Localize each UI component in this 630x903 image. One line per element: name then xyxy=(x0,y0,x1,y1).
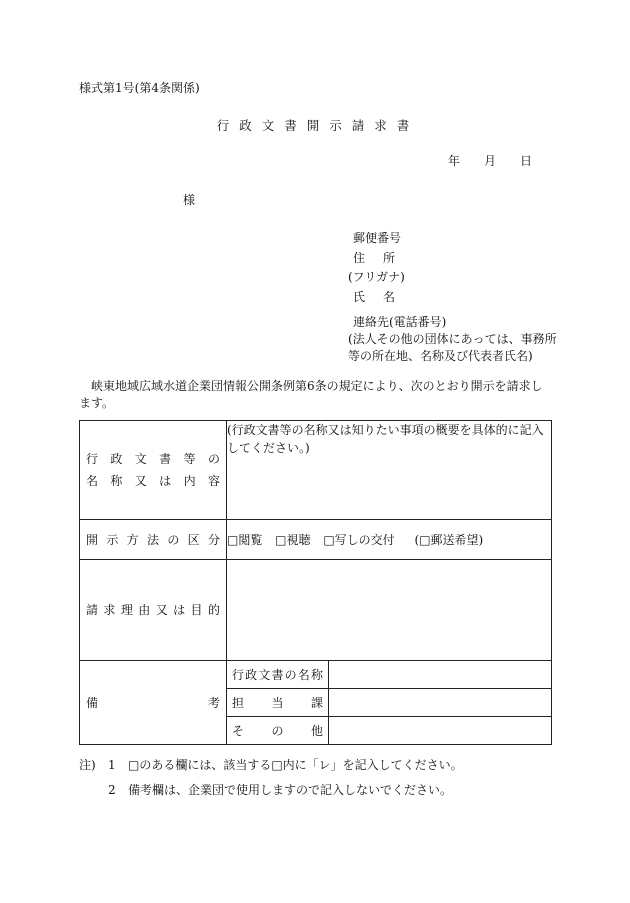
furigana-label: (フリガナ) xyxy=(348,270,405,284)
date-line xyxy=(448,153,532,169)
remarks-detail-cell xyxy=(227,661,552,745)
applicant-block xyxy=(348,229,557,365)
option-copy-checkbox[interactable]: □写しの交付 xyxy=(323,533,395,547)
date-day: 日 xyxy=(520,154,533,168)
method-label-cell xyxy=(80,520,227,560)
remarks-doc-name-value xyxy=(329,661,552,689)
addressee: 様 xyxy=(183,193,196,207)
method-label: 開 示 方 法 の 区 分 xyxy=(86,532,220,547)
page-title: 行政文書開示請求書 xyxy=(216,118,420,133)
remarks-inner-table xyxy=(227,661,551,744)
name-label: 氏名 xyxy=(353,289,414,304)
doc-name-input-cell[interactable] xyxy=(227,421,552,520)
remarks-other-label: そ の 他 xyxy=(227,717,329,745)
remarks-doc-name-label: 行 政 文 書 の 名 称 xyxy=(227,661,329,689)
remarks-label: 備 考 xyxy=(86,696,220,710)
notes xyxy=(79,753,463,803)
option-view-checkbox[interactable]: □閲覧 xyxy=(227,533,263,547)
doc-name-row xyxy=(80,421,552,520)
remarks-section-value xyxy=(329,689,552,717)
note-item: 2 備考欄は、企業団で使用しますので記入しないでください。 xyxy=(108,783,453,797)
reason-input-cell[interactable] xyxy=(227,560,552,661)
form-number: 様式第1号(第4条関係) xyxy=(79,81,200,95)
note-item: 注) 1 □のある欄には、該当する□内に「レ」を記入してください。 xyxy=(79,753,463,778)
reason-label: 請 求 理 由 又 は 目 的 xyxy=(86,603,220,617)
reason-label-cell xyxy=(80,560,227,661)
corp-note-1: (法人その他の団体にあっては、事務所 xyxy=(348,332,557,346)
remarks-label-cell xyxy=(80,661,227,745)
doc-name-label-line1: 行 政 文 書 等 の xyxy=(86,452,220,466)
notes-prefix: 注) xyxy=(79,758,96,772)
remarks-section-label: 担 当 課 xyxy=(227,689,329,717)
contact-label: 連絡先(電話番号) xyxy=(353,315,447,329)
doc-name-note: (行政文書等の名称又は知りたい事項の概要を具体的に記入してください。) xyxy=(227,423,544,455)
doc-name-label-line2: 名 称 又 は 内 容 xyxy=(86,474,220,488)
method-options-cell xyxy=(227,520,552,560)
doc-name-label-cell xyxy=(80,421,227,520)
date-month: 月 xyxy=(484,154,497,168)
method-row xyxy=(80,520,552,560)
option-listen-checkbox[interactable]: □視聴 xyxy=(275,533,311,547)
remarks-other-value xyxy=(329,717,552,745)
reason-row xyxy=(80,560,552,661)
lead-text: 峡東地域広域水道企業団情報公開条例第6条の規定により、次のとおり開示を請求します。 xyxy=(79,379,543,410)
postal-code-label: 郵便番号 xyxy=(353,231,402,245)
corp-note-2: 等の所在地、名称及び代表者氏名) xyxy=(348,349,533,363)
option-mail-checkbox[interactable]: (□郵送希望) xyxy=(414,533,484,547)
address-label: 住所 xyxy=(353,250,414,265)
remarks-row xyxy=(80,661,552,745)
request-table xyxy=(79,420,552,745)
date-year: 年 xyxy=(448,154,461,168)
